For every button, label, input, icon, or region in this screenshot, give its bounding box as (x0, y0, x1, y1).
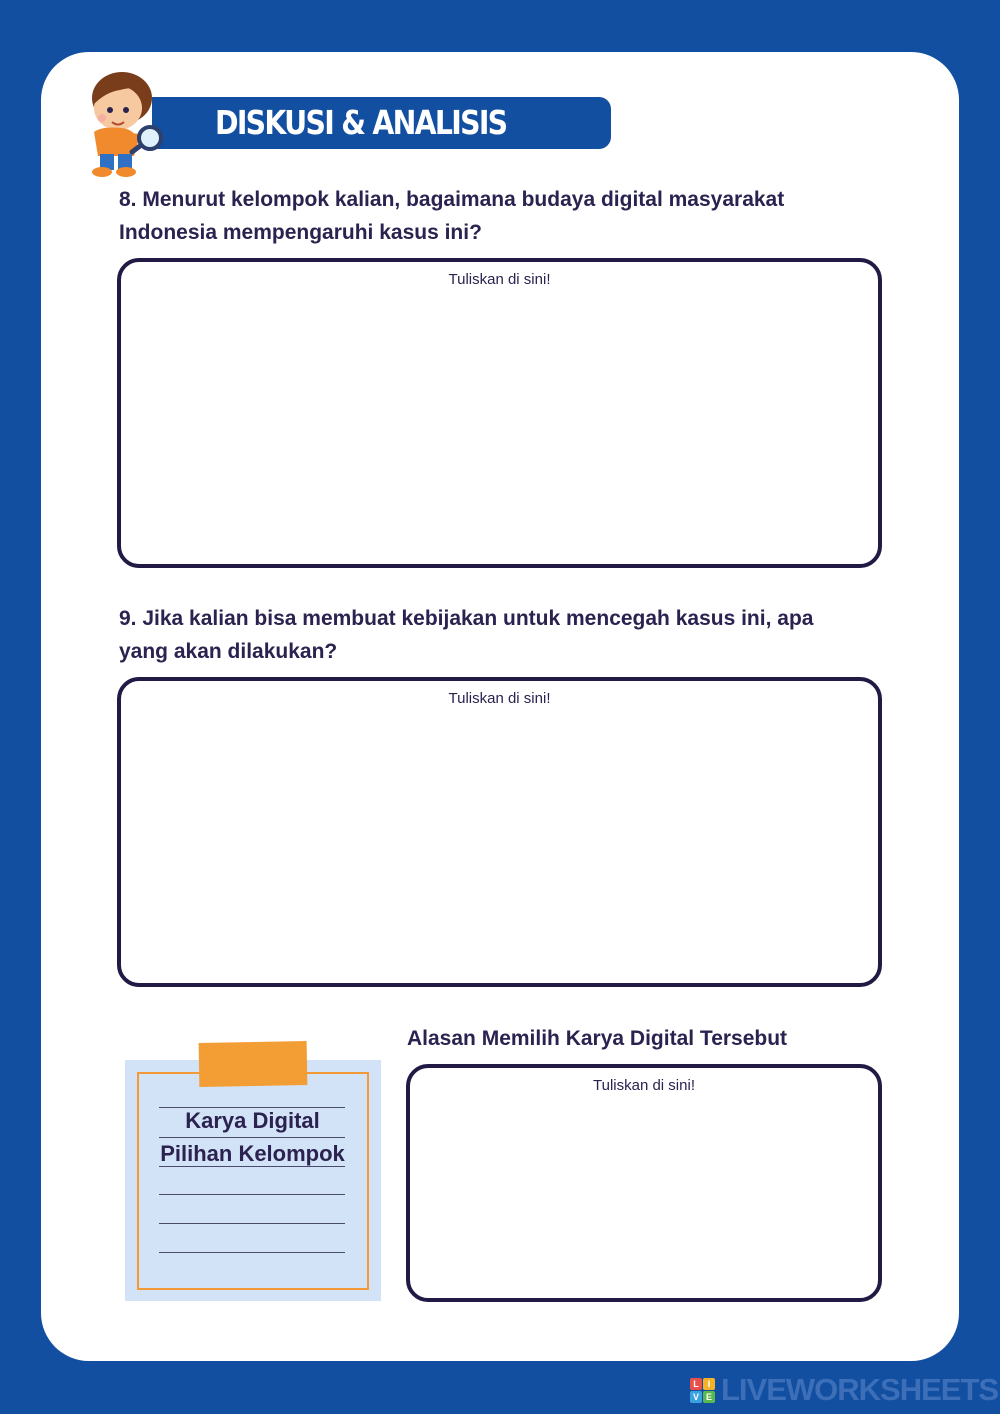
question-8-line2: Indonesia mempengaruhi kasus ini? (119, 221, 482, 244)
answer-box-9[interactable] (117, 677, 882, 987)
answer-box-8[interactable] (117, 258, 882, 568)
reason-placeholder: Tuliskan di sini! (593, 1077, 695, 1094)
logo-letter: E (703, 1391, 715, 1403)
liveworksheets-logo[interactable] (690, 1374, 998, 1406)
logo-letter: V (690, 1391, 702, 1403)
logo-text: LIVEWORKSHEETS (721, 1372, 999, 1407)
reason-heading: Alasan Memilih Karya Digital Tersebut (407, 1027, 788, 1050)
logo-letter: L (690, 1378, 702, 1390)
logo-grid-icon (690, 1378, 715, 1403)
question-9-line2: yang akan dilakukan? (119, 640, 338, 663)
reason-answer-box[interactable] (406, 1064, 882, 1302)
page-title: DISKUSI & ANALISIS (215, 103, 507, 142)
note-answer-line[interactable] (159, 1223, 345, 1224)
note-title-line2: Pilihan Kelompok (160, 1141, 345, 1166)
answer-placeholder-9: Tuliskan di sini! (448, 690, 551, 707)
note-answer-line[interactable] (159, 1194, 345, 1195)
answer-placeholder-8: Tuliskan di sini! (448, 271, 551, 288)
question-9 (119, 602, 813, 668)
tape-strip (199, 1041, 308, 1087)
note-answer-line[interactable] (159, 1252, 345, 1253)
detective-boy-icon (72, 68, 168, 180)
question-8-line1: 8. Menurut kelompok kalian, bagaimana budaya digital masyarakat (119, 188, 785, 211)
question-9-line1: 9. Jika kalian bisa membuat kebijakan untuk mencegah kasus ini, apa (119, 607, 814, 630)
note-line (159, 1166, 345, 1167)
question-8 (119, 183, 784, 249)
note-title-line1: Karya Digital (185, 1108, 320, 1133)
logo-letter: I (703, 1378, 715, 1390)
